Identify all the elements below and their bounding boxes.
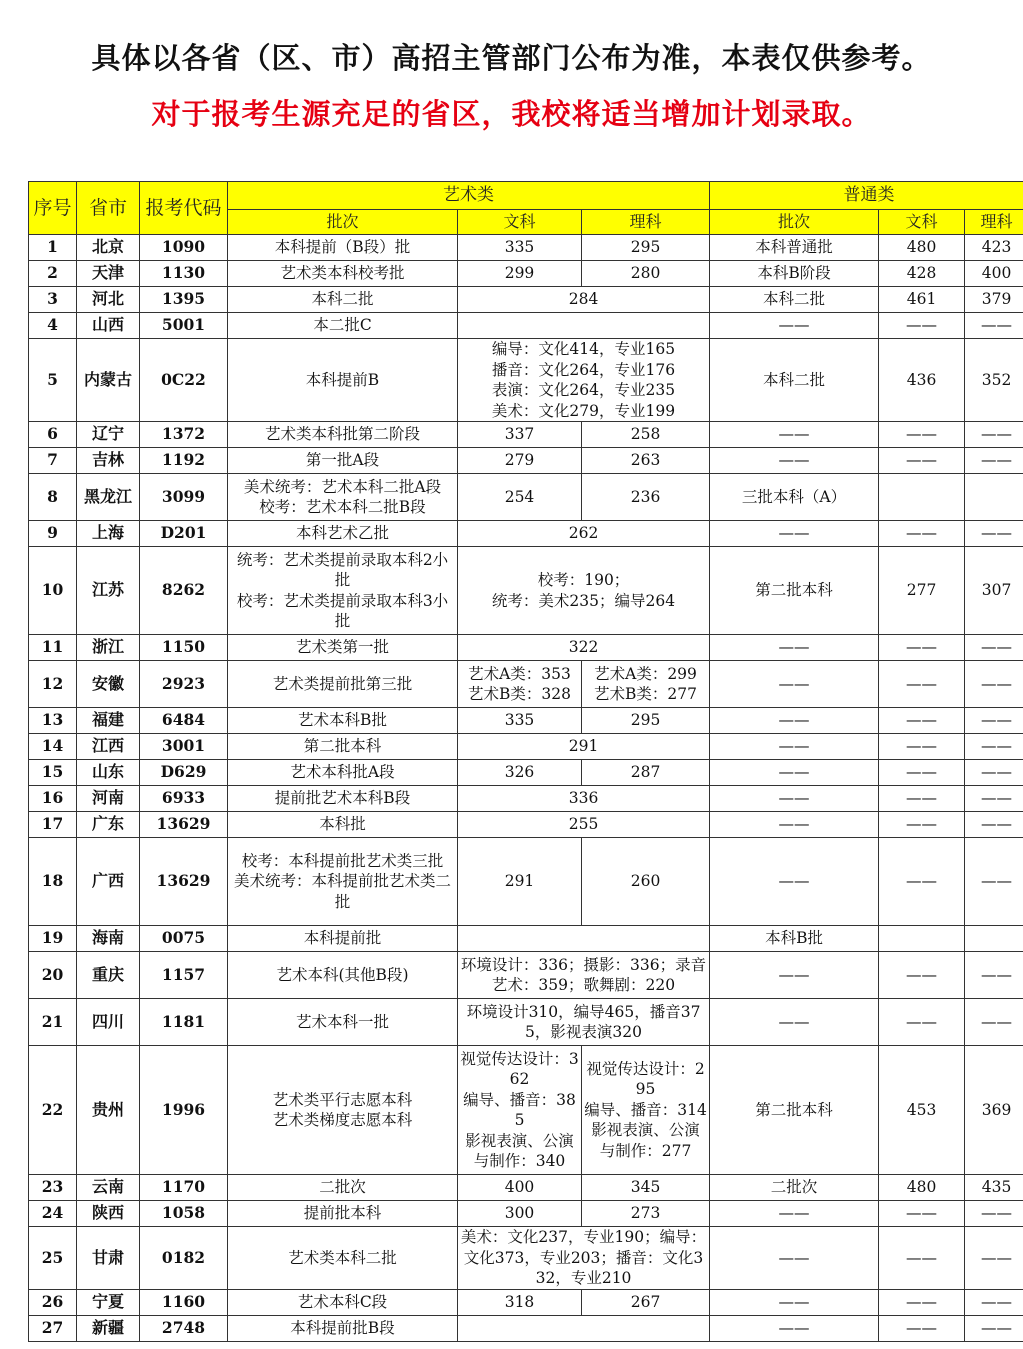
cell-general-li: ——	[965, 1289, 1023, 1315]
cell-code: 5001	[140, 313, 228, 339]
cell-province: 陕西	[77, 1201, 140, 1227]
cell-art-li: 236	[582, 474, 710, 521]
cell-art-batch: 艺术本科(其他B段)	[228, 952, 458, 999]
cell-art-batch: 提前批艺术本科B段	[228, 786, 458, 812]
cell-province: 北京	[77, 235, 140, 261]
cell-code: 6933	[140, 786, 228, 812]
table-row	[29, 547, 1023, 635]
cell-general-wen	[879, 926, 965, 952]
cell-code: 1372	[140, 422, 228, 448]
cell-seq: 13	[29, 708, 77, 734]
cell-art-batch: 本二批C	[228, 313, 458, 339]
cell-art-score	[458, 313, 710, 339]
cell-general-batch: 本科B批	[710, 926, 879, 952]
table-row	[29, 734, 1023, 760]
table-row	[29, 708, 1023, 734]
cell-art-batch: 艺术本科批A段	[228, 760, 458, 786]
cell-art-wen: 326	[458, 760, 582, 786]
header-art-wen: 文科	[458, 210, 582, 235]
cell-seq: 6	[29, 422, 77, 448]
cell-code: 1170	[140, 1175, 228, 1201]
cell-code: 1130	[140, 261, 228, 287]
cell-seq: 5	[29, 339, 77, 422]
cell-province: 新疆	[77, 1315, 140, 1341]
cell-general-batch: ——	[710, 708, 879, 734]
cell-art-li: 艺术A类：299 艺术B类：277	[582, 661, 710, 708]
header-art-li: 理科	[582, 210, 710, 235]
cell-seq: 21	[29, 999, 77, 1046]
table-row	[29, 422, 1023, 448]
cell-art-wen: 335	[458, 235, 582, 261]
cell-general-wen: 277	[879, 547, 965, 635]
cell-code: 1090	[140, 235, 228, 261]
cell-art-li: 273	[582, 1201, 710, 1227]
cell-general-batch: ——	[710, 812, 879, 838]
cell-art-score	[458, 926, 710, 952]
cell-art-batch: 艺术类平行志愿本科 艺术类梯度志愿本科	[228, 1046, 458, 1175]
cell-art-batch: 本科二批	[228, 287, 458, 313]
cell-general-batch: ——	[710, 635, 879, 661]
cell-art-wen: 艺术A类：353 艺术B类：328	[458, 661, 582, 708]
cell-art-score: 284	[458, 287, 710, 313]
cell-seq: 17	[29, 812, 77, 838]
header-general-batch: 批次	[710, 210, 879, 235]
cell-art-li: 287	[582, 760, 710, 786]
cell-general-li: ——	[965, 812, 1023, 838]
cell-general-li: ——	[965, 838, 1023, 926]
cell-general-wen: ——	[879, 1315, 965, 1341]
cell-seq: 24	[29, 1201, 77, 1227]
cell-province: 浙江	[77, 635, 140, 661]
cell-general-li: ——	[965, 1315, 1023, 1341]
cell-code: D201	[140, 521, 228, 547]
cell-general-li: 423	[965, 235, 1023, 261]
cell-general-wen: ——	[879, 760, 965, 786]
cell-art-score: 262	[458, 521, 710, 547]
cell-general-li: ——	[965, 999, 1023, 1046]
cell-province: 江西	[77, 734, 140, 760]
table-row	[29, 474, 1023, 521]
table-row	[29, 1201, 1023, 1227]
cell-seq: 27	[29, 1315, 77, 1341]
cell-code: 2923	[140, 661, 228, 708]
cell-general-batch: ——	[710, 1315, 879, 1341]
cell-province: 安徽	[77, 661, 140, 708]
header-code: 报考代码	[140, 182, 228, 235]
cell-general-li: ——	[965, 952, 1023, 999]
cell-seq: 14	[29, 734, 77, 760]
cell-province: 甘肃	[77, 1227, 140, 1290]
cell-art-wen: 299	[458, 261, 582, 287]
table-row	[29, 926, 1023, 952]
cell-code: 1996	[140, 1046, 228, 1175]
cell-code: 1157	[140, 952, 228, 999]
cell-seq: 23	[29, 1175, 77, 1201]
cell-general-batch: ——	[710, 448, 879, 474]
cell-art-batch: 统考：艺术类提前录取本科2小批 校考：艺术类提前录取本科3小批	[228, 547, 458, 635]
cell-province: 广东	[77, 812, 140, 838]
cell-general-li: ——	[965, 760, 1023, 786]
cell-general-batch: ——	[710, 661, 879, 708]
cell-art-batch: 艺术类第一批	[228, 635, 458, 661]
cell-art-batch: 艺术本科一批	[228, 999, 458, 1046]
cell-art-batch: 艺术类本科二批	[228, 1227, 458, 1290]
cell-art-li: 260	[582, 838, 710, 926]
notice-line-2: 对于报考生源充足的省区，我校将适当增加计划录取。	[151, 97, 872, 131]
cell-art-batch: 本科提前（B段）批	[228, 235, 458, 261]
table-row	[29, 1227, 1023, 1290]
cell-province: 福建	[77, 708, 140, 734]
cell-general-batch: ——	[710, 838, 879, 926]
cell-seq: 20	[29, 952, 77, 999]
cell-general-batch: 第二批本科	[710, 547, 879, 635]
cell-seq: 15	[29, 760, 77, 786]
cell-general-li: ——	[965, 313, 1023, 339]
cell-general-batch: ——	[710, 1201, 879, 1227]
cell-province: 内蒙古	[77, 339, 140, 422]
cell-art-score: 336	[458, 786, 710, 812]
cell-general-li	[965, 926, 1023, 952]
cell-art-batch: 提前批本科	[228, 1201, 458, 1227]
cell-province: 上海	[77, 521, 140, 547]
cell-seq: 2	[29, 261, 77, 287]
cell-code: 3001	[140, 734, 228, 760]
cell-art-score: 编导：文化414，专业165 播音：文化264，专业176 表演：文化264，专业235 美术：文化279，专业199	[458, 339, 710, 422]
table-row	[29, 952, 1023, 999]
header-general-category: 普通类	[710, 182, 1023, 210]
table-row	[29, 235, 1023, 261]
cell-general-li: ——	[965, 786, 1023, 812]
cell-code: 0C22	[140, 339, 228, 422]
cell-general-batch: 本科二批	[710, 339, 879, 422]
cell-art-score: 255	[458, 812, 710, 838]
cell-general-wen: ——	[879, 635, 965, 661]
cell-code: 13629	[140, 838, 228, 926]
table-row	[29, 838, 1023, 926]
cell-code: 1058	[140, 1201, 228, 1227]
cell-seq: 22	[29, 1046, 77, 1175]
table-row	[29, 287, 1023, 313]
admission-score-table	[28, 181, 1023, 1342]
cell-general-wen: 480	[879, 235, 965, 261]
cell-seq: 25	[29, 1227, 77, 1290]
cell-art-score: 291	[458, 734, 710, 760]
cell-province: 黑龙江	[77, 474, 140, 521]
cell-general-wen: ——	[879, 313, 965, 339]
cell-general-li: ——	[965, 661, 1023, 708]
header-art-category: 艺术类	[228, 182, 710, 210]
cell-general-li: 400	[965, 261, 1023, 287]
cell-general-wen: ——	[879, 661, 965, 708]
cell-seq: 12	[29, 661, 77, 708]
cell-art-batch: 二批次	[228, 1175, 458, 1201]
cell-art-batch: 本科艺术乙批	[228, 521, 458, 547]
cell-general-wen: ——	[879, 952, 965, 999]
cell-art-li: 263	[582, 448, 710, 474]
table-row	[29, 661, 1023, 708]
cell-art-batch: 艺术本科C段	[228, 1289, 458, 1315]
cell-province: 河北	[77, 287, 140, 313]
table-row	[29, 261, 1023, 287]
cell-general-batch: ——	[710, 999, 879, 1046]
cell-art-li: 267	[582, 1289, 710, 1315]
cell-seq: 8	[29, 474, 77, 521]
cell-art-score: 环境设计：336；摄影：336；录音艺术：359；歌舞剧：220	[458, 952, 710, 999]
cell-code: 1160	[140, 1289, 228, 1315]
cell-general-li: 307	[965, 547, 1023, 635]
table-body	[29, 235, 1023, 1342]
cell-art-li: 视觉传达设计：295 编导、播音：314 影视表演、公演与制作：277	[582, 1046, 710, 1175]
cell-seq: 4	[29, 313, 77, 339]
cell-art-batch: 艺术类提前批第三批	[228, 661, 458, 708]
cell-general-wen: ——	[879, 708, 965, 734]
cell-seq: 1	[29, 235, 77, 261]
cell-code: 1181	[140, 999, 228, 1046]
cell-art-li: 280	[582, 261, 710, 287]
cell-province: 广西	[77, 838, 140, 926]
cell-art-batch: 艺术类本科校考批	[228, 261, 458, 287]
cell-art-score: 环境设计310，编导465，播音375，影视表演320	[458, 999, 710, 1046]
cell-general-wen: ——	[879, 812, 965, 838]
cell-seq: 18	[29, 838, 77, 926]
cell-art-batch: 第二批本科	[228, 734, 458, 760]
cell-general-batch: 本科B阶段	[710, 261, 879, 287]
cell-general-wen: ——	[879, 838, 965, 926]
cell-seq: 16	[29, 786, 77, 812]
cell-general-batch: ——	[710, 734, 879, 760]
cell-general-wen: ——	[879, 521, 965, 547]
cell-general-li	[965, 474, 1023, 521]
cell-general-wen	[879, 474, 965, 521]
cell-seq: 10	[29, 547, 77, 635]
cell-general-wen: 480	[879, 1175, 965, 1201]
cell-general-wen: ——	[879, 1227, 965, 1290]
cell-province: 河南	[77, 786, 140, 812]
cell-art-wen: 279	[458, 448, 582, 474]
cell-general-batch: 本科二批	[710, 287, 879, 313]
cell-art-batch: 校考：本科提前批艺术类三批 美术统考：本科提前批艺术类二批	[228, 838, 458, 926]
cell-general-li: ——	[965, 635, 1023, 661]
cell-art-wen: 视觉传达设计：362 编导、播音：385 影视表演、公演与制作：340	[458, 1046, 582, 1175]
cell-general-wen: ——	[879, 1201, 965, 1227]
cell-general-wen: ——	[879, 1289, 965, 1315]
cell-general-batch: ——	[710, 422, 879, 448]
cell-code: 3099	[140, 474, 228, 521]
cell-code: 6484	[140, 708, 228, 734]
cell-general-wen: ——	[879, 786, 965, 812]
cell-art-wen: 291	[458, 838, 582, 926]
cell-general-batch: 本科普通批	[710, 235, 879, 261]
cell-general-wen: ——	[879, 999, 965, 1046]
cell-general-li: ——	[965, 422, 1023, 448]
cell-province: 海南	[77, 926, 140, 952]
cell-general-li: ——	[965, 1227, 1023, 1290]
table-row	[29, 760, 1023, 786]
cell-general-wen: ——	[879, 448, 965, 474]
cell-general-wen: 436	[879, 339, 965, 422]
cell-general-li: ——	[965, 1201, 1023, 1227]
cell-art-li: 345	[582, 1175, 710, 1201]
cell-general-wen: ——	[879, 734, 965, 760]
header-province: 省市	[77, 182, 140, 235]
table-row	[29, 448, 1023, 474]
header-art-batch: 批次	[228, 210, 458, 235]
cell-general-li: ——	[965, 448, 1023, 474]
cell-art-batch: 艺术类本科批第二阶段	[228, 422, 458, 448]
cell-art-batch: 美术统考：艺术本科二批A段 校考：艺术本科二批B段	[228, 474, 458, 521]
cell-general-li: 435	[965, 1175, 1023, 1201]
cell-general-batch: 二批次	[710, 1175, 879, 1201]
cell-seq: 7	[29, 448, 77, 474]
cell-art-score	[458, 1315, 710, 1341]
table-row	[29, 313, 1023, 339]
notice-line-1: 具体以各省（区、市）高招主管部门公布为准，本表仅供参考。	[91, 41, 932, 75]
cell-code: 13629	[140, 812, 228, 838]
table-row	[29, 1289, 1023, 1315]
cell-province: 山东	[77, 760, 140, 786]
cell-seq: 3	[29, 287, 77, 313]
cell-code: 8262	[140, 547, 228, 635]
cell-art-score: 美术：文化237，专业190；编导：文化373，专业203；播音：文化332，专业210	[458, 1227, 710, 1290]
header-general-wen: 文科	[879, 210, 965, 235]
cell-general-li: 369	[965, 1046, 1023, 1175]
cell-art-batch: 艺术本科B批	[228, 708, 458, 734]
table-row	[29, 786, 1023, 812]
cell-code: 2748	[140, 1315, 228, 1341]
cell-art-li: 295	[582, 235, 710, 261]
cell-art-wen: 300	[458, 1201, 582, 1227]
cell-seq: 19	[29, 926, 77, 952]
cell-art-batch: 第一批A段	[228, 448, 458, 474]
cell-art-wen: 335	[458, 708, 582, 734]
cell-code: 1192	[140, 448, 228, 474]
cell-seq: 9	[29, 521, 77, 547]
cell-general-li: ——	[965, 734, 1023, 760]
cell-general-batch: ——	[710, 786, 879, 812]
cell-general-li: 379	[965, 287, 1023, 313]
cell-province: 重庆	[77, 952, 140, 999]
cell-province: 天津	[77, 261, 140, 287]
cell-art-wen: 337	[458, 422, 582, 448]
table-row	[29, 1315, 1023, 1341]
cell-code: 0182	[140, 1227, 228, 1290]
cell-general-wen: 428	[879, 261, 965, 287]
table-row	[29, 635, 1023, 661]
cell-province: 山西	[77, 313, 140, 339]
cell-seq: 11	[29, 635, 77, 661]
cell-general-wen: 453	[879, 1046, 965, 1175]
cell-general-wen: 461	[879, 287, 965, 313]
header-general-li: 理科	[965, 210, 1023, 235]
table-row	[29, 1175, 1023, 1201]
cell-seq: 26	[29, 1289, 77, 1315]
cell-general-li: 352	[965, 339, 1023, 422]
cell-general-li: ——	[965, 708, 1023, 734]
table-row	[29, 1046, 1023, 1175]
cell-general-batch: ——	[710, 952, 879, 999]
cell-art-batch: 本科提前批B段	[228, 1315, 458, 1341]
cell-code: 1395	[140, 287, 228, 313]
cell-general-wen: ——	[879, 422, 965, 448]
table-row	[29, 521, 1023, 547]
cell-province: 宁夏	[77, 1289, 140, 1315]
cell-art-li: 295	[582, 708, 710, 734]
table-row	[29, 999, 1023, 1046]
table-row	[29, 339, 1023, 422]
cell-code: 0075	[140, 926, 228, 952]
cell-general-batch: ——	[710, 1227, 879, 1290]
cell-art-score: 校考：190； 统考：美术235；编导264	[458, 547, 710, 635]
cell-general-batch: 第二批本科	[710, 1046, 879, 1175]
cell-province: 江苏	[77, 547, 140, 635]
cell-general-batch: ——	[710, 1289, 879, 1315]
cell-art-wen: 318	[458, 1289, 582, 1315]
cell-art-score: 322	[458, 635, 710, 661]
cell-art-li: 258	[582, 422, 710, 448]
header-seq: 序号	[29, 182, 77, 235]
cell-code: 1150	[140, 635, 228, 661]
cell-art-wen: 400	[458, 1175, 582, 1201]
cell-general-batch: 三批本科（A）	[710, 474, 879, 521]
cell-province: 云南	[77, 1175, 140, 1201]
cell-art-batch: 本科批	[228, 812, 458, 838]
cell-art-wen: 254	[458, 474, 582, 521]
cell-province: 贵州	[77, 1046, 140, 1175]
table-row	[29, 812, 1023, 838]
cell-province: 辽宁	[77, 422, 140, 448]
cell-art-batch: 本科提前B	[228, 339, 458, 422]
cell-province: 吉林	[77, 448, 140, 474]
cell-general-batch: ——	[710, 313, 879, 339]
cell-general-batch: ——	[710, 760, 879, 786]
cell-province: 四川	[77, 999, 140, 1046]
cell-general-batch: ——	[710, 521, 879, 547]
cell-code: D629	[140, 760, 228, 786]
cell-art-batch: 本科提前批	[228, 926, 458, 952]
cell-general-li: ——	[965, 521, 1023, 547]
